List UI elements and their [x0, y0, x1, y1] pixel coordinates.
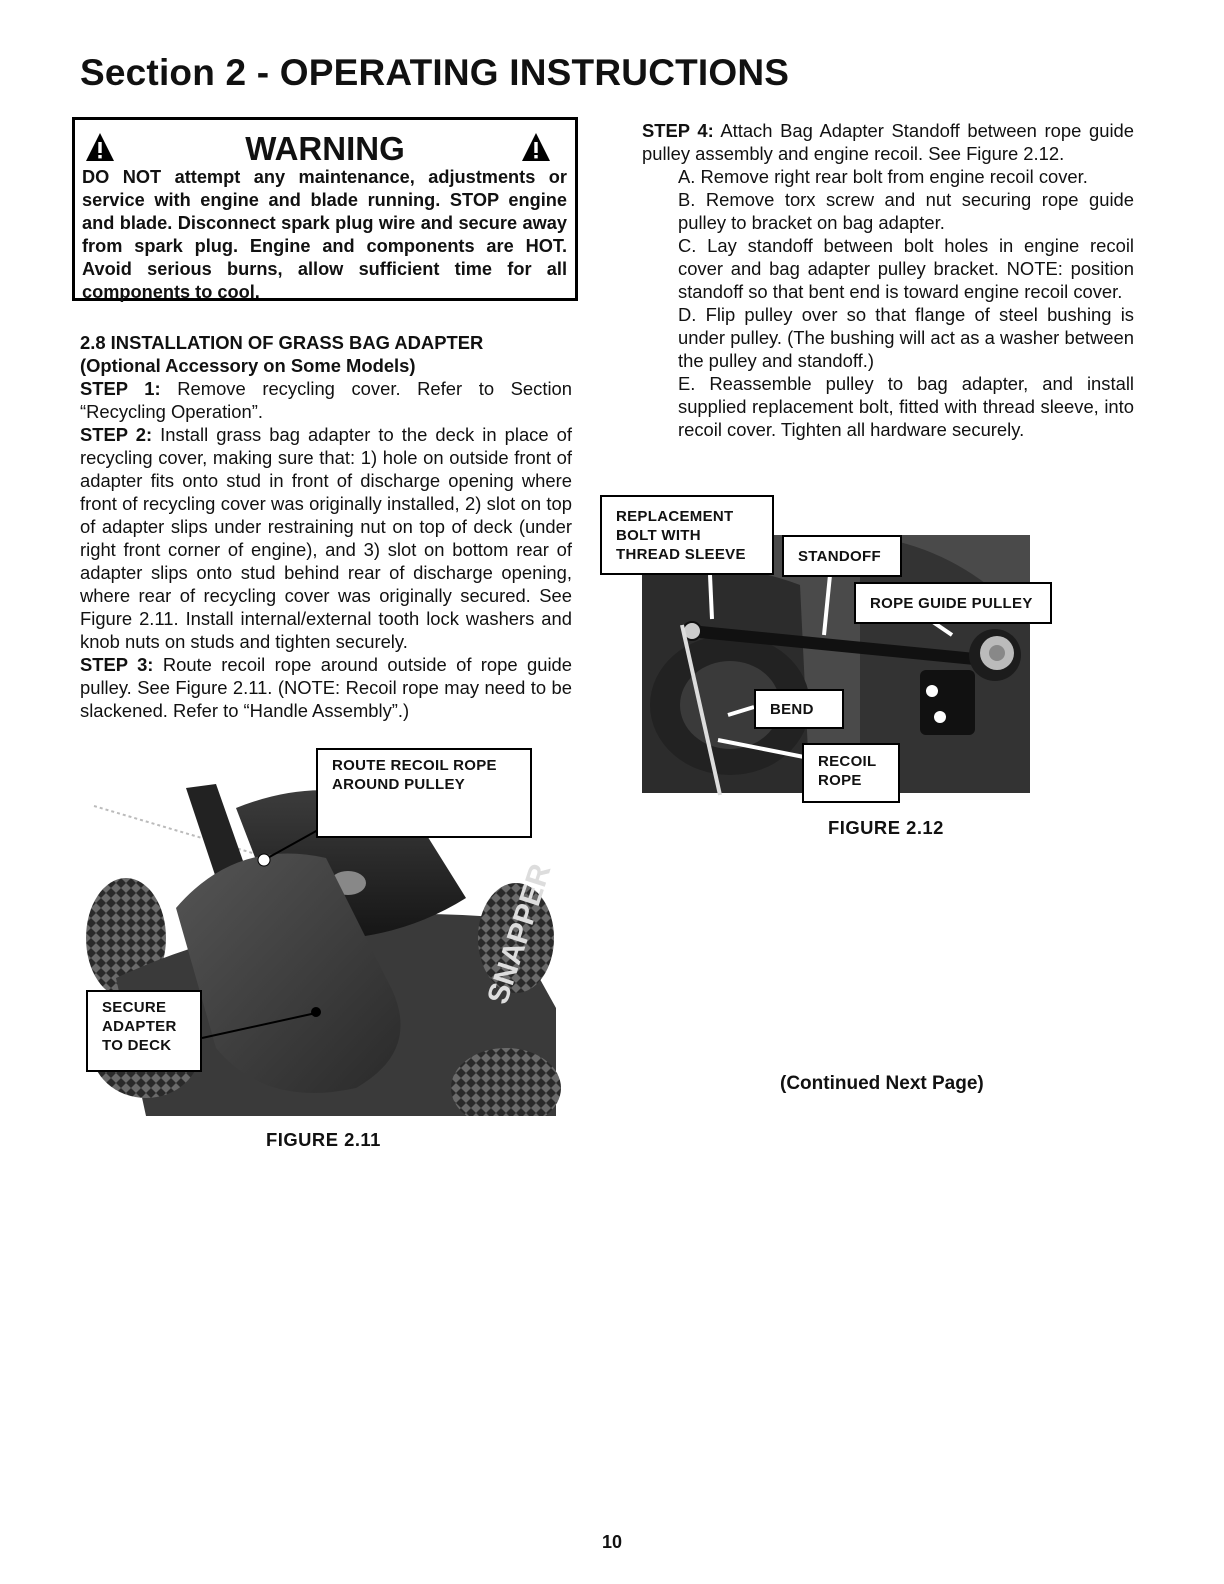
callout-replacement-bolt: [600, 495, 774, 575]
step-2: [80, 423, 572, 653]
step-3: [80, 653, 572, 722]
figure-2-11-caption: FIGURE 2.11: [266, 1129, 381, 1150]
brand-logo: SNAPPER: [481, 860, 558, 1009]
substep-b: B. Remove torx screw and nut securing rope guide pulley to bracket on bag adapter.: [678, 189, 1134, 233]
section-heading: 2.8 INSTALLATION OF GRASS BAG ADAPTER: [80, 332, 484, 353]
warning-box: [72, 117, 578, 301]
callout-bend: BEND: [754, 689, 844, 729]
callout-text: SECURE: [102, 999, 167, 1016]
figure-2-12: [600, 495, 1052, 805]
step-2-text: Install grass bag adapter to the deck in place of recycling cover, making sure that: 1) hole on outside front of adapter fits onto stud in front of discharge opening where front of recycling cover was originally installed, 2) slot on top of adapter slips under restraining nut on top of deck (under right front corner of engine), and 3) slot on bottom rear of adapter slips onto stud behind rear of discharge opening, where rear of recycling cover was originally secured. See Figure 2.11. Install internal/external tooth lock washers and knob nuts on studs and tighten securely.: [80, 424, 572, 652]
warning-header: [75, 126, 575, 166]
callout-standoff: STANDOFF: [782, 535, 902, 577]
callout-text: THREAD SLEEVE: [616, 546, 746, 563]
callout-text: BOLT WITH: [616, 527, 701, 544]
step-4: [642, 119, 1134, 165]
page-title: Section 2 - OPERATING INSTRUCTIONS: [80, 52, 790, 93]
callout-text: ADAPTER: [102, 1018, 177, 1035]
substep-c: C. Lay standoff between bolt holes in engine recoil cover and bag adapter pulley bracket. NOTE: position standoff so that bent end is toward engine recoil cover.: [678, 235, 1134, 302]
step-1-text: Remove recycling cover. Refer to Section “Recycling Operation”.: [80, 378, 572, 422]
left-column: [80, 331, 572, 722]
substep-d: D. Flip pulley over so that flange of steel bushing is under pulley. (The bushing will act as a washer between the pulley and standoff.): [678, 304, 1134, 371]
callout-text: RECOIL: [818, 753, 877, 770]
callout-text: AROUND PULLEY: [332, 776, 466, 793]
continued-note: (Continued Next Page): [780, 1073, 984, 1094]
warning-triangle-icon: [521, 132, 551, 162]
callout-secure-adapter: [86, 990, 202, 1072]
substep-a: A. Remove right rear bolt from engine recoil cover.: [678, 166, 1088, 187]
callout-text: REPLACEMENT: [616, 508, 734, 525]
step-3-text: Route recoil rope around outside of rope guide pulley. See Figure 2.11. (NOTE: Recoil rope may need to be slackened. Refer to “Handle Assembly”.): [80, 654, 572, 721]
callout-route-recoil-rope: [316, 748, 532, 838]
step-1-label: STEP 1:: [80, 378, 161, 399]
warning-title: WARNING: [245, 130, 405, 167]
callout-rope-guide-pulley: ROPE GUIDE PULLEY: [854, 582, 1052, 624]
page-number: 10: [601, 1532, 623, 1552]
step-4-label: STEP 4:: [642, 120, 714, 141]
right-column: [642, 119, 1134, 441]
callout-text: ROUTE RECOIL ROPE: [332, 757, 497, 774]
step-1: [80, 377, 572, 423]
step-4-text: Attach Bag Adapter Standoff between rope guide pulley assembly and engine recoil. See Figure 2.12.: [642, 120, 1134, 164]
figure-2-12-caption: FIGURE 2.12: [828, 817, 944, 838]
step-2-label: STEP 2:: [80, 424, 153, 445]
substep-e: E. Reassemble pulley to bag adapter, and install supplied replacement bolt, fitted with thread sleeve, into recoil cover. Tighten all hardware securely.: [678, 373, 1134, 440]
callout-recoil-rope: [802, 743, 900, 803]
step-3-label: STEP 3:: [80, 654, 154, 675]
callout-text: ROPE: [818, 772, 862, 789]
section-subheading: (Optional Accessory on Some Models): [80, 355, 416, 376]
warning-text: DO NOT attempt any maintenance, adjustments or service with engine and blade running. STOP engine and blade. Disconnect spark plug wire and secure away from spark plug. Engine and components are HOT. Avoid serious burns, allow sufficient time for all components to cool.: [82, 167, 567, 302]
callout-text: TO DECK: [102, 1037, 172, 1054]
figure-2-11: [86, 748, 562, 1116]
